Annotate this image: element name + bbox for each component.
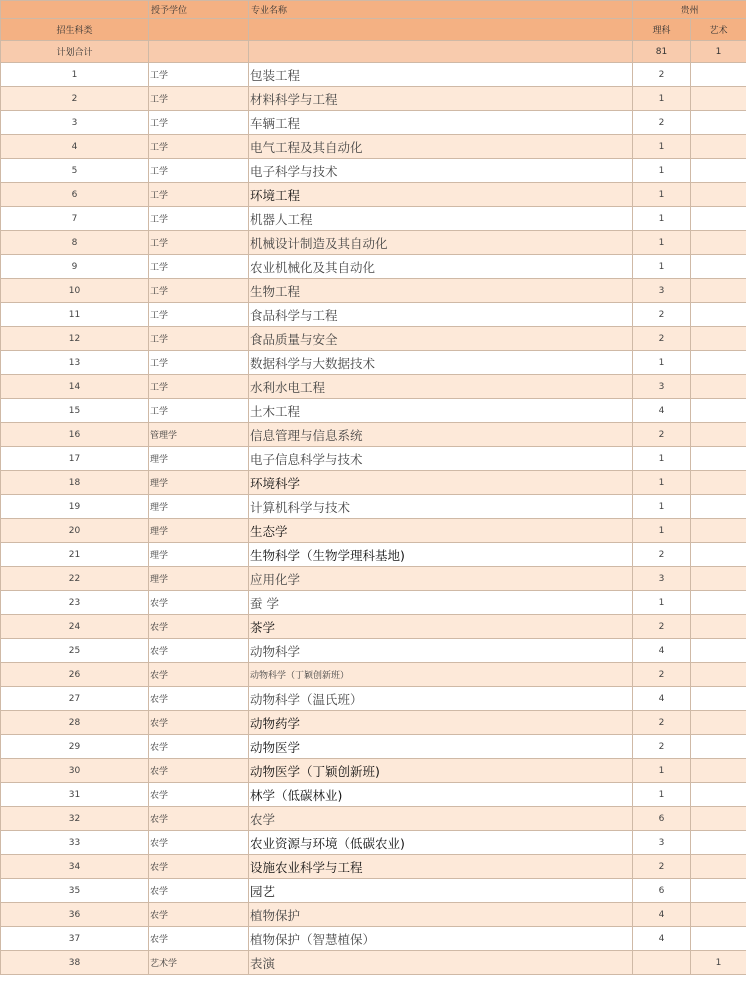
province-header: 贵州 (633, 1, 746, 19)
major-name-cell: 环境工程 (249, 183, 633, 207)
science-count-cell: 6 (633, 879, 691, 903)
degree-cell: 理学 (149, 567, 249, 591)
science-count-cell: 4 (633, 903, 691, 927)
science-count-cell: 1 (633, 183, 691, 207)
table-row (1, 303, 746, 327)
degree-cell: 工学 (149, 111, 249, 135)
row-number: 36 (1, 903, 149, 927)
major-column-header: 专业名称 (249, 1, 633, 19)
art-count-cell (691, 495, 746, 519)
row-number: 13 (1, 351, 149, 375)
row-number: 18 (1, 471, 149, 495)
major-name-cell: 生态学 (249, 519, 633, 543)
degree-cell: 工学 (149, 135, 249, 159)
table-row (1, 111, 746, 135)
total-art-value: 1 (691, 41, 746, 63)
major-name-cell: 机器人工程 (249, 207, 633, 231)
art-count-cell (691, 63, 746, 87)
art-count-cell (691, 447, 746, 471)
science-count-cell: 2 (633, 855, 691, 879)
degree-cell: 农学 (149, 639, 249, 663)
table-row (1, 231, 746, 255)
art-count-cell (691, 471, 746, 495)
degree-cell: 管理学 (149, 423, 249, 447)
science-count-cell: 1 (633, 519, 691, 543)
row-number: 31 (1, 783, 149, 807)
art-count-cell (691, 735, 746, 759)
degree-cell: 工学 (149, 303, 249, 327)
table-row (1, 375, 746, 399)
table-row (1, 159, 746, 183)
row-number: 2 (1, 87, 149, 111)
major-name-cell: 动物科学（温氏班） (249, 687, 633, 711)
art-count-cell (691, 207, 746, 231)
major-name-cell: 数据科学与大数据技术 (249, 351, 633, 375)
major-name-cell: 包装工程 (249, 63, 633, 87)
major-name-cell: 农业机械化及其自动化 (249, 255, 633, 279)
major-name-cell: 应用化学 (249, 567, 633, 591)
degree-cell: 理学 (149, 543, 249, 567)
degree-cell: 工学 (149, 183, 249, 207)
table-row (1, 807, 746, 831)
degree-cell: 工学 (149, 207, 249, 231)
science-count-cell: 3 (633, 831, 691, 855)
row-number: 33 (1, 831, 149, 855)
table-row (1, 543, 746, 567)
science-count-cell: 4 (633, 399, 691, 423)
art-count-cell (691, 591, 746, 615)
category-row (1, 19, 746, 41)
art-count-cell (691, 783, 746, 807)
degree-cell: 农学 (149, 711, 249, 735)
category-label: 招生科类 (1, 19, 149, 41)
table-row (1, 183, 746, 207)
row-number: 17 (1, 447, 149, 471)
row-number: 21 (1, 543, 149, 567)
table-row (1, 639, 746, 663)
major-name-cell: 食品科学与工程 (249, 303, 633, 327)
art-count-cell (691, 639, 746, 663)
science-count-cell: 4 (633, 687, 691, 711)
science-count-cell: 6 (633, 807, 691, 831)
art-count-cell: 1 (691, 951, 746, 975)
table-row (1, 903, 746, 927)
row-number: 7 (1, 207, 149, 231)
degree-cell: 工学 (149, 351, 249, 375)
major-name-cell: 机械设计制造及其自动化 (249, 231, 633, 255)
art-count-cell (691, 831, 746, 855)
science-count-cell: 2 (633, 615, 691, 639)
science-count-cell (633, 951, 691, 975)
degree-cell: 农学 (149, 663, 249, 687)
major-name-cell: 动物科学（丁颖创新班） (249, 663, 633, 687)
row-number: 9 (1, 255, 149, 279)
science-count-cell: 2 (633, 543, 691, 567)
table-row (1, 615, 746, 639)
art-count-cell (691, 927, 746, 951)
table-row (1, 399, 746, 423)
science-count-cell: 2 (633, 111, 691, 135)
degree-cell: 工学 (149, 231, 249, 255)
degree-cell: 农学 (149, 783, 249, 807)
row-number: 3 (1, 111, 149, 135)
degree-cell: 农学 (149, 591, 249, 615)
degree-cell: 工学 (149, 327, 249, 351)
row-number: 19 (1, 495, 149, 519)
degree-cell: 农学 (149, 855, 249, 879)
degree-cell: 理学 (149, 519, 249, 543)
row-number: 5 (1, 159, 149, 183)
row-number: 16 (1, 423, 149, 447)
art-count-cell (691, 759, 746, 783)
degree-cell: 工学 (149, 279, 249, 303)
major-name-cell: 生物科学（生物学理科基地) (249, 543, 633, 567)
art-count-cell (691, 903, 746, 927)
art-count-cell (691, 543, 746, 567)
science-count-cell: 1 (633, 207, 691, 231)
table-row (1, 735, 746, 759)
degree-cell: 农学 (149, 807, 249, 831)
row-number: 27 (1, 687, 149, 711)
table-row (1, 135, 746, 159)
row-number: 24 (1, 615, 149, 639)
table-row (1, 495, 746, 519)
science-column-header: 理科 (633, 19, 691, 41)
art-count-cell (691, 399, 746, 423)
table-row (1, 711, 746, 735)
art-count-cell (691, 687, 746, 711)
major-name-cell: 环境科学 (249, 471, 633, 495)
science-count-cell: 1 (633, 159, 691, 183)
art-count-cell (691, 711, 746, 735)
major-name-cell: 表演 (249, 951, 633, 975)
major-name-cell: 信息管理与信息系统 (249, 423, 633, 447)
table-row (1, 663, 746, 687)
row-number: 38 (1, 951, 149, 975)
table-row (1, 471, 746, 495)
degree-cell: 理学 (149, 447, 249, 471)
art-count-cell (691, 87, 746, 111)
row-number: 1 (1, 63, 149, 87)
science-count-cell: 2 (633, 303, 691, 327)
row-number: 23 (1, 591, 149, 615)
category-blank-cell (249, 19, 633, 41)
major-name-cell: 植物保护（智慧植保） (249, 927, 633, 951)
science-count-cell: 1 (633, 351, 691, 375)
art-count-cell (691, 519, 746, 543)
science-count-cell: 2 (633, 327, 691, 351)
degree-cell: 农学 (149, 903, 249, 927)
major-name-cell: 食品质量与安全 (249, 327, 633, 351)
art-count-cell (691, 879, 746, 903)
major-name-cell: 植物保护 (249, 903, 633, 927)
total-blank-cell (249, 41, 633, 63)
major-name-cell: 设施农业科学与工程 (249, 855, 633, 879)
degree-column-header: 授予学位 (149, 1, 249, 19)
science-count-cell: 1 (633, 471, 691, 495)
art-count-cell (691, 567, 746, 591)
table-row (1, 855, 746, 879)
art-count-cell (691, 855, 746, 879)
art-count-cell (691, 375, 746, 399)
row-number: 11 (1, 303, 149, 327)
degree-cell: 艺术学 (149, 951, 249, 975)
art-count-cell (691, 807, 746, 831)
major-name-cell: 茶学 (249, 615, 633, 639)
header-row (1, 1, 746, 19)
total-blank-cell (149, 41, 249, 63)
major-name-cell: 车辆工程 (249, 111, 633, 135)
table-row (1, 63, 746, 87)
table-row (1, 879, 746, 903)
science-count-cell: 4 (633, 639, 691, 663)
degree-cell: 工学 (149, 375, 249, 399)
degree-cell: 农学 (149, 735, 249, 759)
art-count-cell (691, 351, 746, 375)
row-number: 12 (1, 327, 149, 351)
art-count-cell (691, 159, 746, 183)
table-row (1, 759, 746, 783)
row-number: 37 (1, 927, 149, 951)
art-count-cell (691, 615, 746, 639)
table-row (1, 327, 746, 351)
major-name-cell: 园艺 (249, 879, 633, 903)
row-number: 6 (1, 183, 149, 207)
science-count-cell: 2 (633, 663, 691, 687)
major-name-cell: 林学（低碳林业) (249, 783, 633, 807)
degree-cell: 工学 (149, 399, 249, 423)
table-row (1, 447, 746, 471)
total-label: 计划合计 (1, 41, 149, 63)
category-blank-cell (149, 19, 249, 41)
row-number: 4 (1, 135, 149, 159)
row-number: 30 (1, 759, 149, 783)
row-number: 15 (1, 399, 149, 423)
degree-cell: 农学 (149, 879, 249, 903)
row-number: 35 (1, 879, 149, 903)
row-number: 25 (1, 639, 149, 663)
degree-cell: 理学 (149, 495, 249, 519)
table-row (1, 831, 746, 855)
degree-cell: 农学 (149, 831, 249, 855)
science-count-cell: 2 (633, 63, 691, 87)
art-count-cell (691, 279, 746, 303)
major-name-cell: 动物医学 (249, 735, 633, 759)
degree-cell: 工学 (149, 159, 249, 183)
row-number: 14 (1, 375, 149, 399)
art-count-cell (691, 663, 746, 687)
science-count-cell: 3 (633, 279, 691, 303)
art-count-cell (691, 183, 746, 207)
major-name-cell: 电子信息科学与技术 (249, 447, 633, 471)
degree-cell: 工学 (149, 63, 249, 87)
table-row (1, 351, 746, 375)
table-row (1, 519, 746, 543)
row-number: 34 (1, 855, 149, 879)
total-row (1, 41, 746, 63)
major-name-cell: 动物医学（丁颖创新班) (249, 759, 633, 783)
major-name-cell: 土木工程 (249, 399, 633, 423)
header-blank-cell (1, 1, 149, 19)
table-row (1, 927, 746, 951)
table-row (1, 687, 746, 711)
row-number: 22 (1, 567, 149, 591)
degree-cell: 农学 (149, 615, 249, 639)
major-name-cell: 材料科学与工程 (249, 87, 633, 111)
table-row (1, 951, 746, 975)
science-count-cell: 1 (633, 135, 691, 159)
art-column-header: 艺术 (691, 19, 746, 41)
row-number: 29 (1, 735, 149, 759)
table-row (1, 279, 746, 303)
science-count-cell: 1 (633, 495, 691, 519)
science-count-cell: 2 (633, 735, 691, 759)
major-name-cell: 计算机科学与技术 (249, 495, 633, 519)
art-count-cell (691, 423, 746, 447)
table-row (1, 567, 746, 591)
table-row (1, 87, 746, 111)
degree-cell: 农学 (149, 759, 249, 783)
art-count-cell (691, 135, 746, 159)
major-name-cell: 生物工程 (249, 279, 633, 303)
row-number: 20 (1, 519, 149, 543)
science-count-cell: 2 (633, 711, 691, 735)
science-count-cell: 1 (633, 255, 691, 279)
table-row (1, 591, 746, 615)
art-count-cell (691, 231, 746, 255)
table-row (1, 207, 746, 231)
table-row (1, 783, 746, 807)
row-number: 28 (1, 711, 149, 735)
degree-cell: 工学 (149, 255, 249, 279)
science-count-cell: 2 (633, 423, 691, 447)
major-name-cell: 动物科学 (249, 639, 633, 663)
degree-cell: 工学 (149, 87, 249, 111)
major-name-cell: 农学 (249, 807, 633, 831)
art-count-cell (691, 111, 746, 135)
row-number: 10 (1, 279, 149, 303)
degree-cell: 农学 (149, 687, 249, 711)
degree-cell: 农学 (149, 927, 249, 951)
science-count-cell: 1 (633, 591, 691, 615)
major-name-cell: 动物药学 (249, 711, 633, 735)
degree-cell: 理学 (149, 471, 249, 495)
science-count-cell: 4 (633, 927, 691, 951)
table-row (1, 255, 746, 279)
major-name-cell: 电子科学与技术 (249, 159, 633, 183)
table-row (1, 423, 746, 447)
science-count-cell: 3 (633, 375, 691, 399)
row-number: 32 (1, 807, 149, 831)
row-number: 8 (1, 231, 149, 255)
science-count-cell: 1 (633, 231, 691, 255)
science-count-cell: 1 (633, 783, 691, 807)
art-count-cell (691, 327, 746, 351)
science-count-cell: 1 (633, 87, 691, 111)
science-count-cell: 1 (633, 759, 691, 783)
art-count-cell (691, 255, 746, 279)
major-name-cell: 水利水电工程 (249, 375, 633, 399)
total-science-value: 81 (633, 41, 691, 63)
major-name-cell: 电气工程及其自动化 (249, 135, 633, 159)
row-number: 26 (1, 663, 149, 687)
major-name-cell: 蚕 学 (249, 591, 633, 615)
science-count-cell: 3 (633, 567, 691, 591)
art-count-cell (691, 303, 746, 327)
major-name-cell: 农业资源与环境（低碳农业) (249, 831, 633, 855)
science-count-cell: 1 (633, 447, 691, 471)
